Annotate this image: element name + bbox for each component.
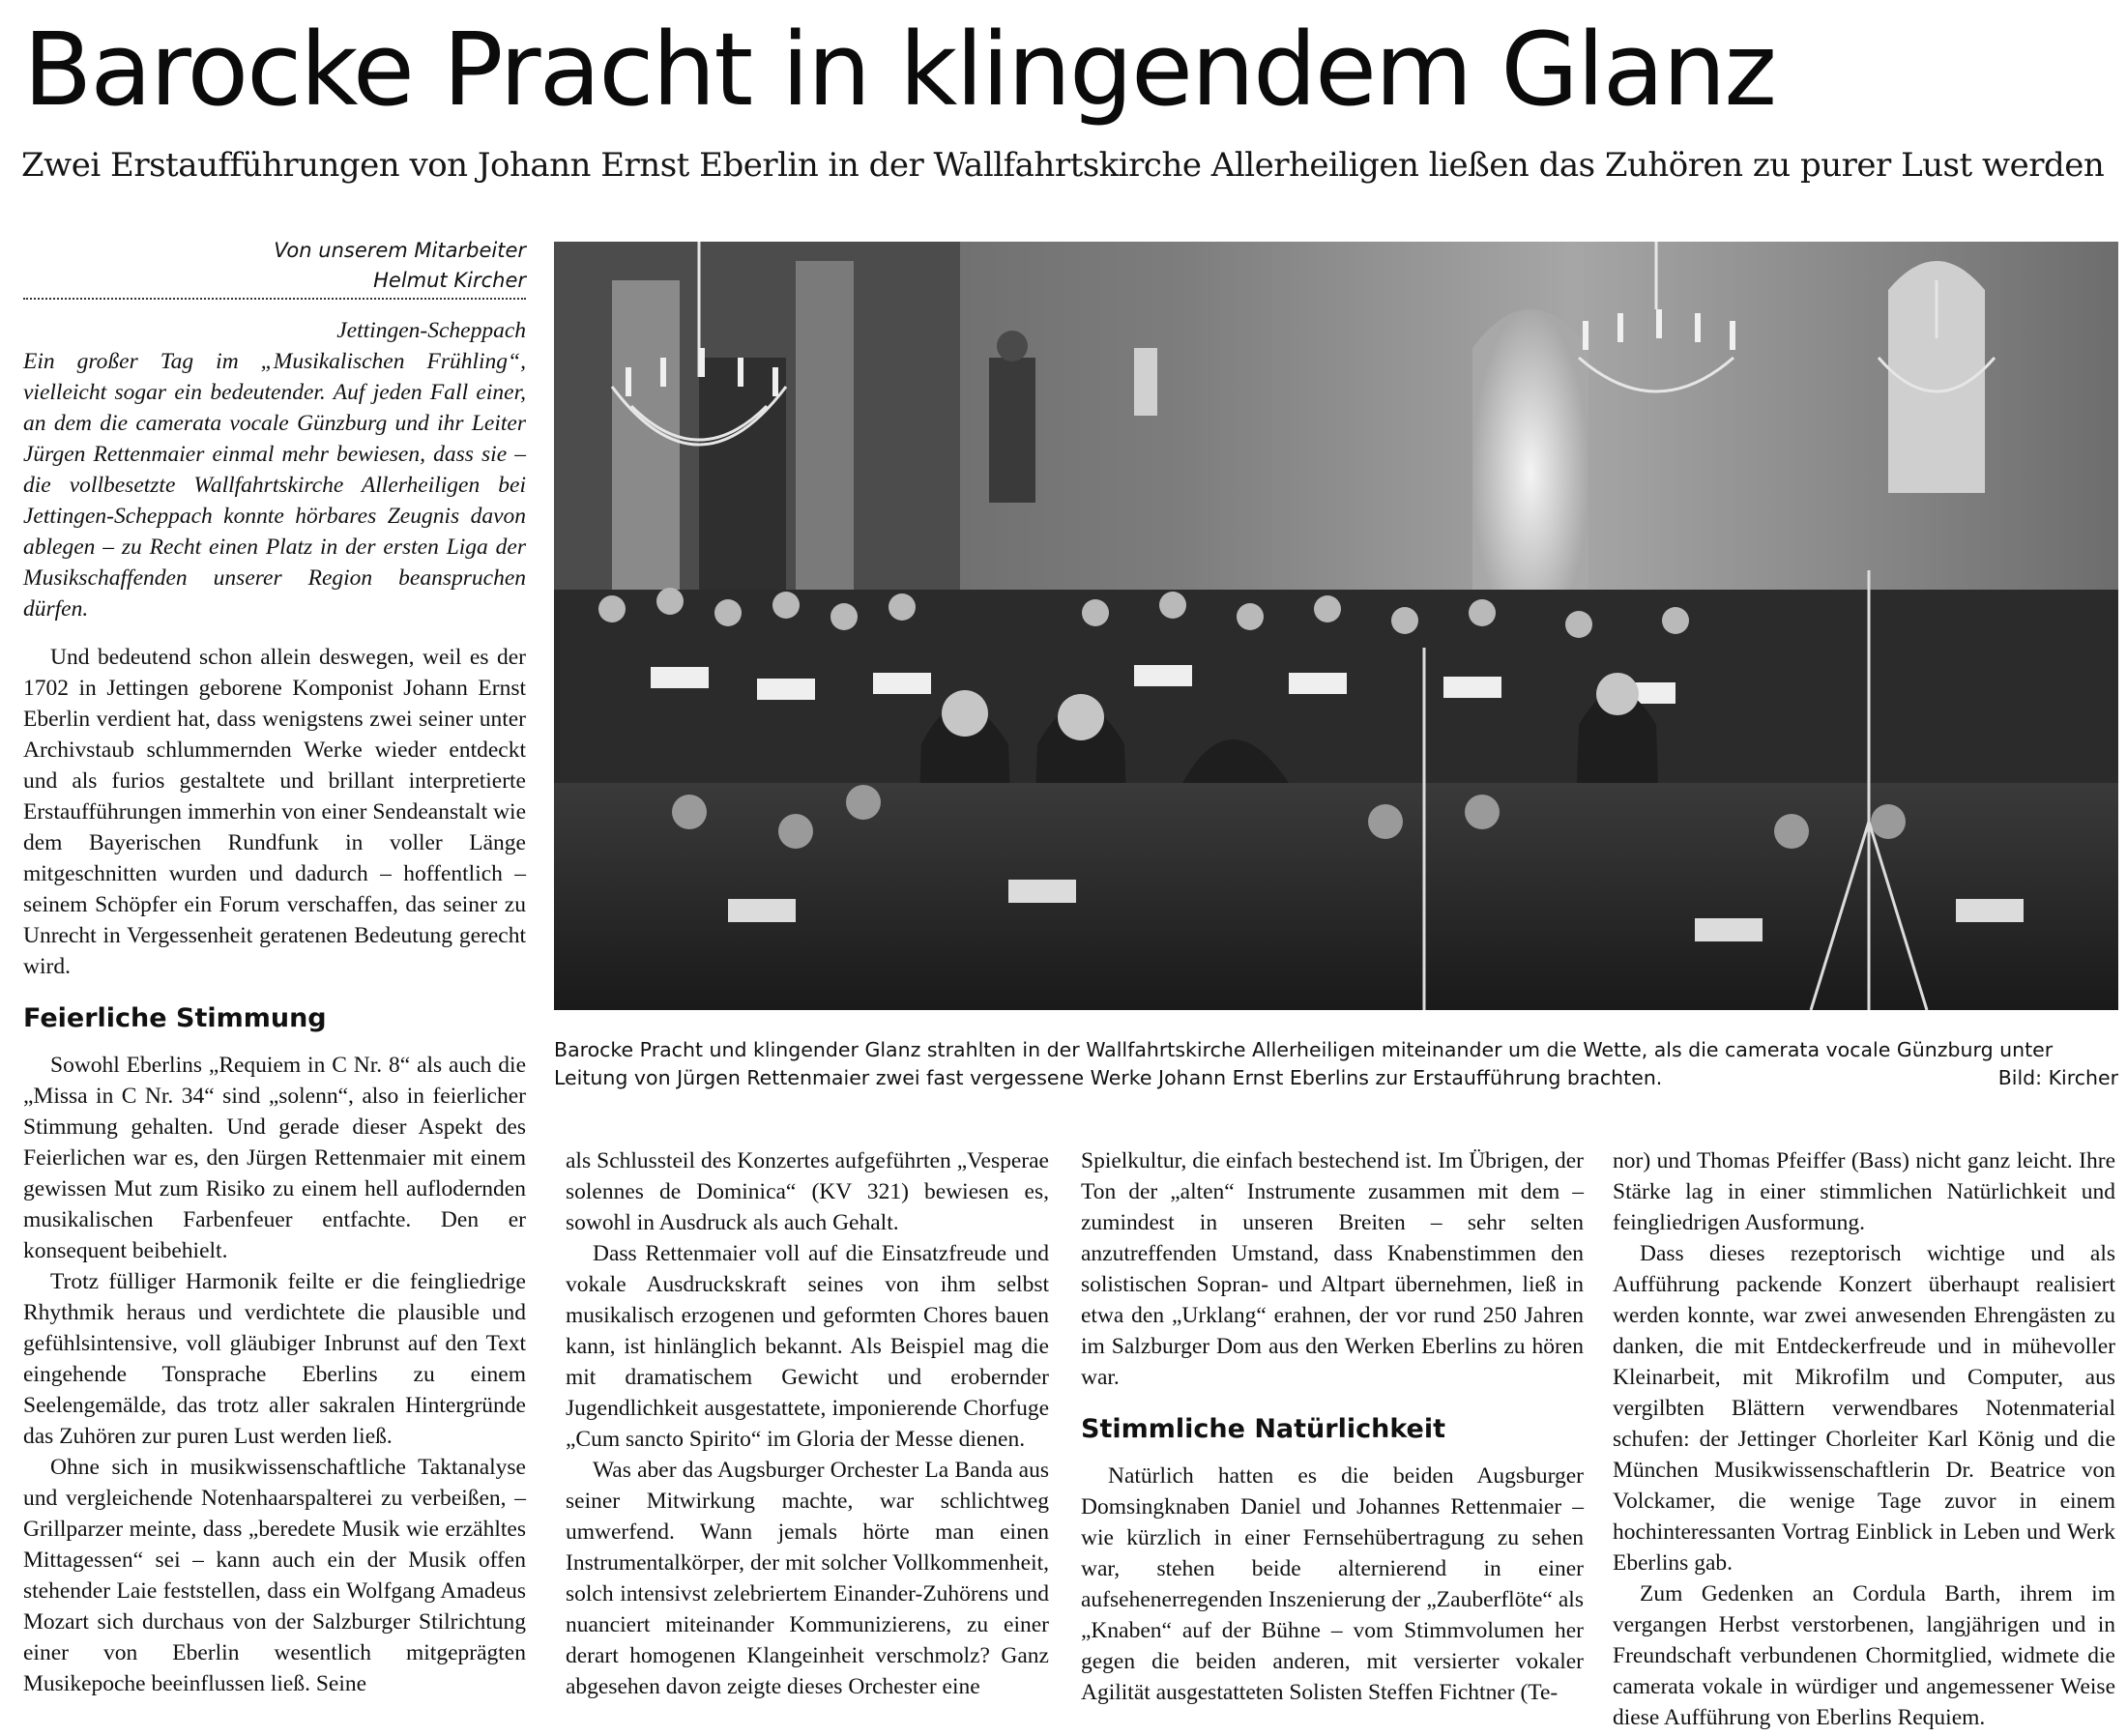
lead-paragraph: Ein großer Tag im „Musikalischen Frühling“, vielleicht sogar ein bedeutender. Auf jeden Fall einer, an dem die camerata vocale Günzburg und ihr Leiter Jürgen Rettenmaier einmal mehr bewiesen, dass sie – die vollbesetzte Wallfahrtskirche Allerheiligen bei Jettingen-Scheppach konnte hörbares Zeugnis davon ablegen – zu Recht einen Platz in der ersten Liga der Musikschaffenden unserer Region beanspruchen dürfen. bbox=[23, 349, 526, 622]
body-paragraph: Sowohl Eberlins „Requiem in C Nr. 8“ als auch die „Missa in C Nr. 34“ sind „solenn“, also in feierlicher Stimmung gehalten. Und gerade dieser Aspekt des Feierlichen war es, den Jürgen Rettenmaier mit einem gewissen Mut zum Risiko zu einem hell auflodernden musikalischen Farbenfeuer entfachte. Den er konsequent beibehielt. bbox=[23, 1053, 526, 1263]
byline bbox=[23, 236, 526, 296]
column-2 bbox=[566, 1145, 1049, 1702]
concert-photo-graphic bbox=[554, 242, 2118, 1010]
body-paragraph: Natürlich hatten es die beiden Augsburger Domsingknaben Daniel und Johannes Rettenmaier – wie kürzlich in einer Fernsehübertragung zu sehen war, stehen beide alternierend in einer aufsehenerregenden Inszenierung der „Zauberflöte“ als „Knaben“ auf der Bühne – vom Stimmvolumen her gegen die beiden anderen, mit versierter vokaler Agilität ausgestatteten Solisten Steffen Fichtner (Te- bbox=[1081, 1463, 1584, 1705]
body-paragraph: Und bedeutend schon allein deswegen, weil es der 1702 in Jettingen geborene Komponist Johann Ernst Eberlin verdient hat, dass wenigstens zwei seiner unter Archivstaub schlummernden Werke wieder entdeckt und als furios gestaltete und brillant interpretierte Erstaufführungen immerhin von einer Sendeanstalt wie dem Bayerischen Rundfunk in voller Länge mitgeschnitten wurden und dadurch – hoffentlich – seinem Schöpfer ein Forum verschaffen, das seiner zu Unrecht in Vergessenheit geratenen Bedeutung gerecht wird. bbox=[23, 645, 526, 979]
section-subtitle: Feierliche Stimmung bbox=[23, 1003, 327, 1033]
column-4 bbox=[1613, 1145, 2115, 1733]
byline-line1: Von unserem Mitarbeiter bbox=[274, 239, 526, 262]
byline-divider bbox=[23, 298, 526, 300]
column-3 bbox=[1081, 1145, 1584, 1708]
body-paragraph: nor) und Thomas Pfeiffer (Bass) nicht ganz leicht. Ihre Stärke lag in einer stimmlichen Natürlichkeit und feingliedrigen Ausformung. bbox=[1613, 1148, 2115, 1235]
lead-block bbox=[23, 315, 526, 624]
photo-credit: Bild: Kircher bbox=[1997, 1066, 2118, 1089]
subheadline: Zwei Erstaufführungen von Johann Ernst Eberlin in der Wallfahrtskirche Allerheiligen ließen das Zuhören zu purer Lust werden bbox=[21, 146, 2105, 185]
body-paragraph: Dass Rettenmaier voll auf die Einsatzfreude und vokale Ausdruckskraft seines von ihm selbst musikalisch erzogenen und geformten Chores bauen kann, ist hinlänglich bekannt. Als Beispiel mag die mit dramatischem Gewicht und erobernder Jugendlichkeit ausgestattete, imponierende Chorfuge „Cum sancto Spirito“ im Gloria der Messe dienen. bbox=[566, 1241, 1049, 1452]
body-paragraph: Trotz fülliger Harmonik feilte er die feingliedrige Rhythmik heraus und verdichtete die plausible und gefühlsintensive, voll gläubiger Inbrunst auf den Text eingehende Tonsprache Eberlins zu einem Seelengemälde, das trotz aller sakralen Hintergründe das Zuhören zur puren Lust werden ließ. bbox=[23, 1269, 526, 1449]
body-paragraph: als Schlussteil des Konzertes aufgeführten „Vesperae solennes de Dominica“ (KV 321) bewiesen es, sowohl in Ausdruck als auch Gehalt. bbox=[566, 1148, 1049, 1235]
body-paragraph: Spielkultur, die einfach bestechend ist. Im Übrigen, der Ton der „alten“ Instrumente zusammen mit dem – zumindest in unseren Breiten – sehr selten anzutreffenden Umstand, dass Knabenstimmen den solistischen Sopran- und Altpart übernehmen, ließ in etwa den „Urklang“ erahnen, der vor rund 250 Jahren im Salzburger Dom aus den Werken Eberlins zu hören war. bbox=[1081, 1148, 1584, 1390]
concert-photo bbox=[554, 242, 2118, 1010]
body-paragraph: Zum Gedenken an Cordula Barth, ihrem im vergangen Herbst verstorbenen, langjährigen und in Freundschaft verbundenen Chormitglied, widmete die camerata vokale in würdiger und angemessener Weise diese Aufführung von Eberlins Requiem. bbox=[1613, 1581, 2115, 1730]
section-subtitle: Stimmliche Natürlichkeit bbox=[1081, 1414, 1446, 1444]
column-1 bbox=[23, 315, 526, 1699]
byline-author: Helmut Kircher bbox=[373, 269, 526, 292]
caption-text: Barocke Pracht und klingender Glanz strahlten in der Wallfahrtskirche Allerheiligen miteinander um die Wette, als die camerata vocale Günzburg unter Leitung von Jürgen Rettenmaier zwei fast vergessene Werke Johann Ernst Eberlins zur Erstaufführung brachten. bbox=[554, 1038, 2054, 1089]
body-paragraph: Ohne sich in musikwissenschaftliche Taktanalyse und vergleichende Notenhaarspalterei zu verbeißen, – Grillparzer meinte, dass „beredete Musik wie erzähltes Mittagessen“ sei – kann auch ein der Musik offen stehender Laie feststellen, dass ein Wolfgang Amadeus Mozart sich durchaus von der Salzburger Stilrichtung einer von Eberlin wesentlich mitgeprägten Musikepoche beeinflussen ließ. Seine bbox=[23, 1455, 526, 1696]
photo-caption bbox=[554, 1036, 2118, 1092]
headline: Barocke Pracht in klingendem Glanz bbox=[23, 11, 1776, 129]
body-paragraph: Dass dieses rezeptorisch wichtige und als Aufführung packende Konzert überhaupt realisiert werden konnte, war zwei anwesenden Ehrengästen zu danken, die mit Entdeckerfreude und in mühevoller Kleinarbeit, mit Mikrofilm und Computer, aus vergilbten Blättern verwendbares Notenmaterial schufen: der Jettinger Chorleiter Karl König und die München Musikwissenschaftlerin Dr. Beatrice von Volckamer, die wenige Tage zuvor in einem hochinteressanten Vortrag Einblick in Leben und Werk Eberlins gab. bbox=[1613, 1241, 2115, 1576]
body-paragraph: Was aber das Augsburger Orchester La Banda aus seiner Mitwirkung machte, war schlichtweg umwerfend. Wann jemals hörte man einen Instrumentalkörper, der mit solcher Vollkommenheit, solch intensivst zelebriertem Einander-Zuhörens und nuanciert miteinander Kommunizierens, zu einer derart homogenen Klangeinheit verschmolz? Ganz abgesehen davon zeigte dieses Orchester eine bbox=[566, 1458, 1049, 1699]
dateline: Jettingen-Scheppach bbox=[336, 318, 526, 343]
